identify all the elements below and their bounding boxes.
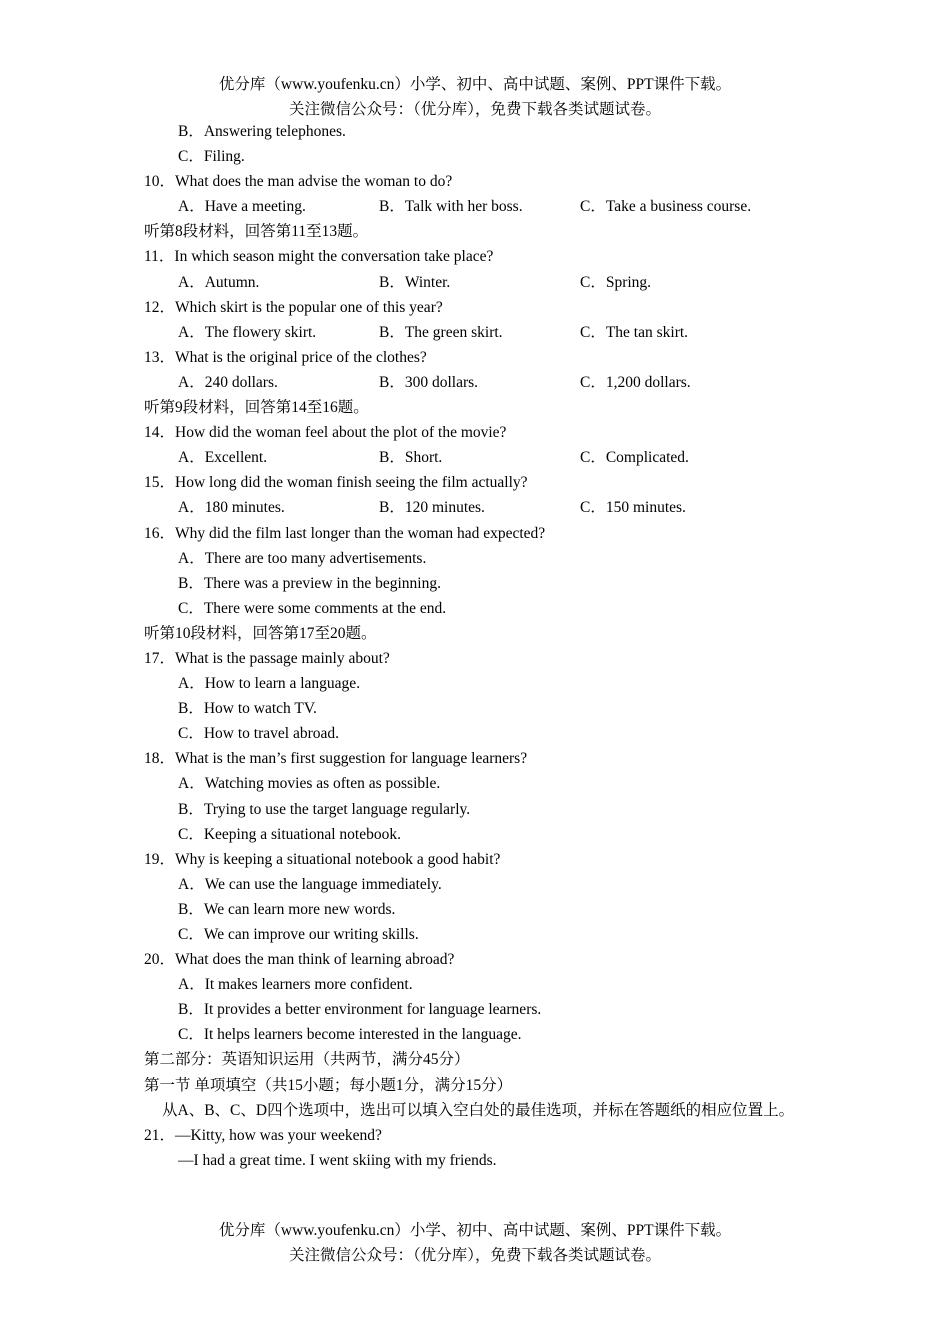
q18-option-b: B．Trying to use the target language regularly. [178, 800, 471, 818]
q19-option-c: C．We can improve our writing skills. [178, 926, 419, 943]
q17-option-b: B．How to watch TV. [178, 700, 317, 718]
header-line-2: 关注微信公众号：（优分库），免费下载各类试题试卷。 [288, 101, 661, 118]
q17-stem: 17．What is the passage mainly about? [144, 649, 390, 667]
q18-stem: 18．What is the man’s first suggestion for language learners? [144, 750, 528, 768]
q12-option-c: C．The tan skirt. [580, 323, 689, 341]
section-1-title: 第一节 单项填空（共15小题；每小题1分，满分15分） [144, 1076, 513, 1094]
q15-option-a: A．180 minutes. [178, 499, 285, 517]
q11-option-c: C．Spring. [580, 273, 652, 291]
q19-option-a: A．We can use the language immediately. [178, 875, 442, 893]
q15-stem: 15．How long did the woman finish seeing the film actually? [144, 474, 528, 492]
q10-option-c: C．Take a business course. [580, 198, 752, 216]
q20-option-b: B．It provides a better environment for language learners. [178, 1001, 542, 1019]
header-line-1: 优分库（www.youfenku.cn）小学、初中、高中试题、案例、PPT课件下载。 [218, 76, 732, 93]
footer-line-2: 关注微信公众号：（优分库），免费下载各类试题试卷。 [288, 1247, 661, 1264]
q11-option-a: A．Autumn. [178, 273, 260, 291]
q16-stem: 16．Why did the film last longer than the woman had expected? [144, 524, 546, 542]
q10-option-b: B．Talk with her boss. [379, 198, 523, 216]
q16-option-a: A．There are too many advertisements. [178, 549, 427, 567]
section-8-heading: 听第8段材料，回答第11至13题。 [144, 223, 369, 241]
q15-option-c: C．150 minutes. [580, 499, 686, 517]
q16-option-c: C．There were some comments at the end. [178, 599, 447, 617]
q13-option-c: C．1,200 dollars. [580, 373, 691, 391]
q14-option-a: A．Excellent. [178, 449, 268, 467]
q10-options [144, 194, 824, 219]
q19-option-b: B．We can learn more new words. [178, 900, 396, 918]
page-header [0, 72, 950, 122]
q20-option-a: A．It makes learners more confident. [178, 976, 413, 994]
q10-stem: 10．What does the man advise the woman to do? [144, 173, 453, 191]
q9-option-b: B．Answering telephones. [178, 123, 346, 140]
q13-stem: 13．What is the original price of the clothes? [144, 348, 427, 366]
footer-line-1: 优分库（www.youfenku.cn）小学、初中、高中试题、案例、PPT课件下载。 [218, 1222, 732, 1239]
q20-option-c: C．It helps learners become interested in the language. [178, 1026, 522, 1044]
q17-option-c: C．How to travel abroad. [178, 725, 339, 743]
q13-option-a: A．240 dollars. [178, 373, 278, 391]
q14-stem: 14．How did the woman feel about the plot of the movie? [144, 424, 507, 442]
q11-option-b: B．Winter. [379, 273, 451, 291]
q10-option-a: A．Have a meeting. [178, 198, 306, 216]
q14-option-b: B．Short. [379, 449, 443, 467]
section-9-heading: 听第9段材料，回答第14至16题。 [144, 399, 369, 417]
section-10-heading: 听第10段材料，回答第17至20题。 [144, 624, 377, 642]
page-footer [0, 1218, 950, 1268]
q13-option-b: B．300 dollars. [379, 373, 479, 391]
part-2-title: 第二部分：英语知识运用（共两节，满分45分） [144, 1051, 470, 1069]
q18-option-a: A．Watching movies as often as possible. [178, 775, 441, 793]
q13-options [144, 370, 824, 395]
q17-option-a: A．How to learn a language. [178, 675, 361, 693]
q15-option-b: B．120 minutes. [379, 499, 485, 517]
instructions: 从A、B、C、D四个选项中，选出可以填入空白处的最佳选项，并标在答题纸的相应位置上。 [162, 1101, 795, 1119]
q21-reply: —I had a great time. I went skiing with my friends. [178, 1151, 497, 1169]
q20-stem: 20．What does the man think of learning abroad? [144, 951, 455, 969]
q14-option-c: C．Complicated. [580, 449, 689, 467]
q18-option-c: C．Keeping a situational notebook. [178, 825, 401, 843]
q14-options [144, 445, 824, 470]
q12-options [144, 320, 824, 345]
q16-option-b: B．There was a preview in the beginning. [178, 574, 441, 592]
q15-options [144, 495, 824, 520]
q12-stem: 12．Which skirt is the popular one of this year? [144, 298, 443, 316]
q11-options [144, 270, 824, 295]
q9-option-c: C．Filing. [178, 148, 245, 166]
q12-option-a: A．The flowery skirt. [178, 323, 317, 341]
q12-option-b: B．The green skirt. [379, 323, 503, 341]
q21-stem: 21．—Kitty, how was your weekend? [144, 1126, 382, 1144]
q19-stem: 19．Why is keeping a situational notebook a good habit? [144, 850, 501, 868]
document-body [144, 119, 824, 1173]
q11-stem: 11．In which season might the conversation take place? [144, 248, 494, 266]
